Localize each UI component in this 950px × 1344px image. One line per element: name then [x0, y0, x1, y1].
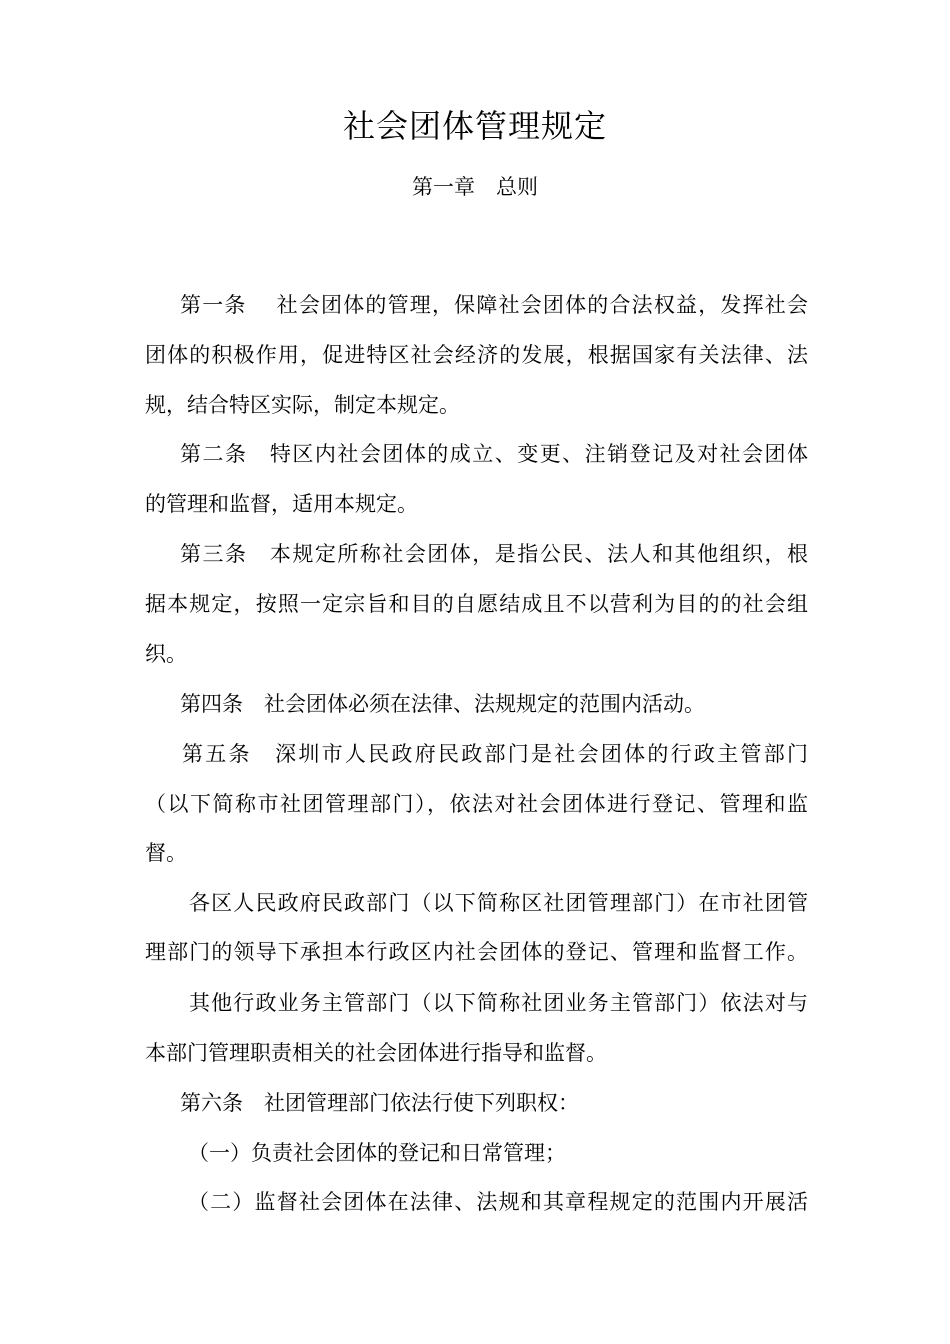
article-5-para-3-line-2: 本部门管理职责相关的社会团体进行指导和监督。: [145, 1041, 607, 1065]
article-5-line-3: 督。: [145, 841, 187, 865]
article-1-line-2: 团体的积极作用，促进特区社会经济的发展，根据国家有关法律、法: [145, 343, 808, 367]
article-6-item-1: （一）负责社会团体的登记和日常管理；: [188, 1141, 566, 1165]
document-title: 社会团体管理规定: [342, 107, 607, 145]
article-4-line-1: 第四条 社会团体必须在法律、法规规定的范围内活动。: [180, 692, 705, 716]
article-5-line-2: （以下简称市社团管理部门），依法对社会团体进行登记、管理和监: [145, 792, 808, 816]
article-3-line-1: 第三条 本规定所称社会团体，是指公民、法人和其他组织，根: [180, 542, 808, 566]
article-3-line-3: 织。: [145, 642, 187, 666]
article-5-para-2-line-1: 各区人民政府民政部门（以下简称区社团管理部门）在市社团管: [189, 891, 808, 915]
article-1-line-3: 规，结合特区实际，制定本规定。: [145, 393, 460, 417]
article-6-item-2: （二）监督社会团体在法律、法规和其章程规定的范围内开展活: [188, 1190, 808, 1214]
article-1-line-1: 第一条 社会团体的管理，保障社会团体的合法权益，发挥社会: [180, 293, 808, 317]
article-5-para-3-line-1: 其他行政业务主管部门（以下简称社团业务主管部门）依法对与: [189, 991, 808, 1015]
article-2-line-1: 第二条 特区内社会团体的成立、变更、注销登记及对社会团体: [180, 442, 808, 466]
article-6-line-1: 第六条 社团管理部门依法行使下列职权：: [180, 1091, 579, 1115]
chapter-heading: 第一章 总则: [412, 175, 538, 199]
article-5-para-2-line-2: 理部门的领导下承担本行政区内社会团体的登记、管理和监督工作。: [145, 940, 808, 964]
article-5-line-1: 第五条 深圳市人民政府民政部门是社会团体的行政主管部门: [182, 742, 808, 766]
article-2-line-2: 的管理和监督，适用本规定。: [145, 492, 418, 516]
article-3-line-2: 据本规定，按照一定宗旨和目的自愿结成且不以营利为目的的社会组: [145, 592, 808, 616]
